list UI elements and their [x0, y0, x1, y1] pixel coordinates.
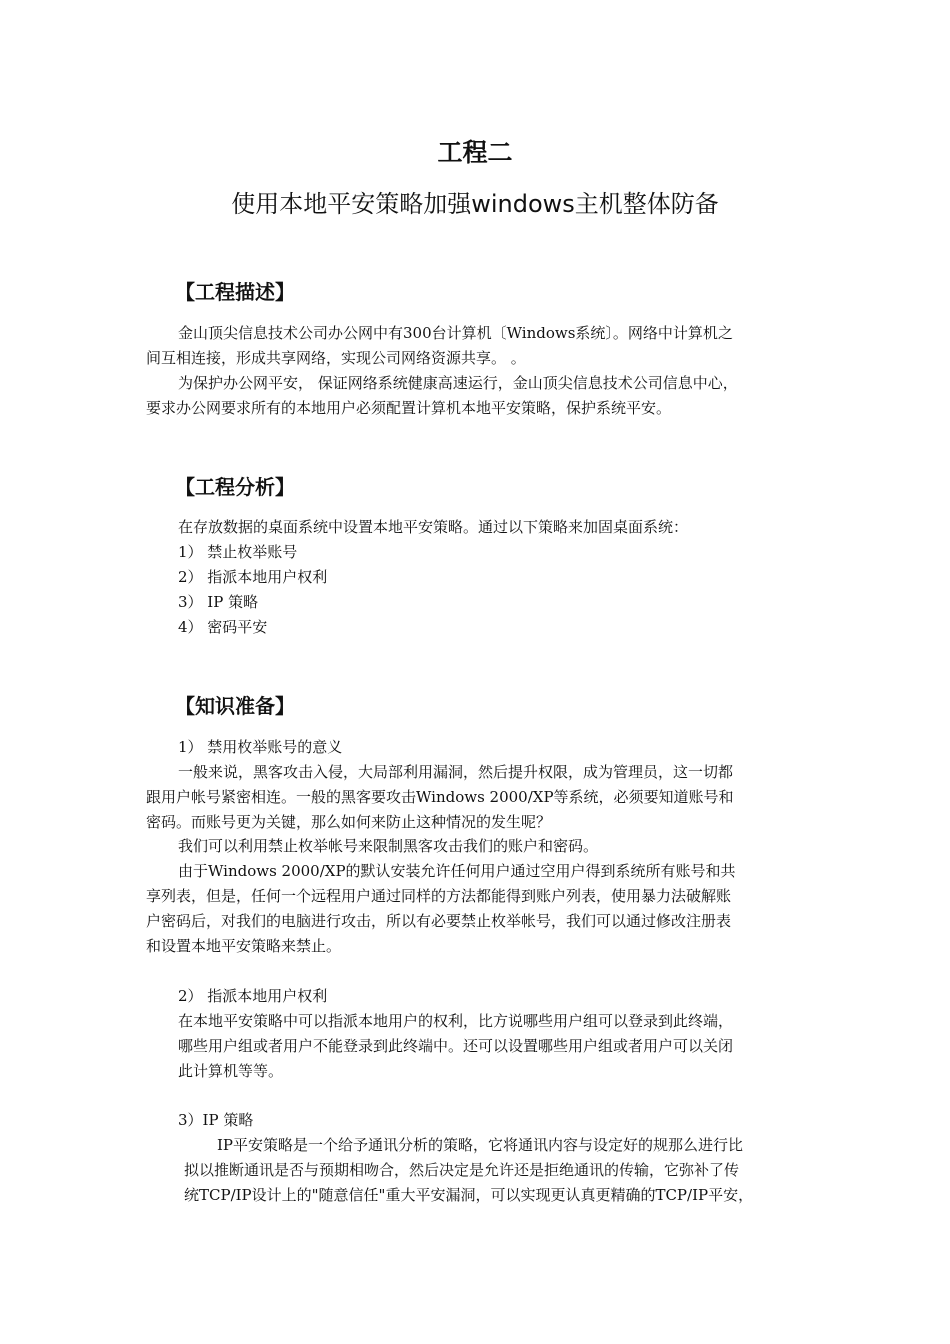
knowledge-p1-line-7: 户密码后，对我们的电脑进行攻击，所以有必要禁止枚举帐号，我们可以通过修改注册表 — [146, 912, 732, 930]
knowledge-p1-line-4: 我们可以利用禁止枚举帐号来限制黑客攻击我们的账户和密码。 — [178, 837, 599, 855]
knowledge-p2-line-2: 哪些用户组或者用户不能登录到此终端中。还可以设置哪些用户组或者用户可以关闭 — [178, 1037, 734, 1055]
knowledge-p3-line-1: IP平安策略是一个给予通讯分析的策略，它将通讯内容与设定好的规那么进行比 — [217, 1136, 744, 1154]
knowledge-p1-line-1: 一般来说，黑客攻击入侵，大局部利用漏洞，然后提升权限，成为管理员，这一切都 — [178, 763, 734, 781]
analysis-intro: 在存放数据的桌面系统中设置本地平安策略。通过以下策略来加固桌面系统： — [178, 518, 689, 536]
analysis-item-2: 2） 指派本地用户权利 — [178, 568, 328, 586]
section-heading-knowledge: 【知识准备】 — [175, 694, 295, 718]
description-line-4: 要求办公网要求所有的本地用户必须配置计算机本地平安策略，保护系统平安。 — [146, 399, 672, 417]
knowledge-p2-line-1: 在本地平安策略中可以指派本地用户的权利，比方说哪些用户组可以登录到此终端， — [178, 1012, 734, 1030]
page-title: 工程二 — [437, 138, 513, 167]
knowledge-sub-3: 3）IP 策略 — [178, 1111, 254, 1129]
knowledge-p1-line-3: 密码。而账号更为关键，那么如何来防止这种情况的发生呢？ — [146, 813, 552, 831]
knowledge-sub-2: 2） 指派本地用户权利 — [178, 987, 328, 1005]
analysis-item-3: 3） IP 策略 — [178, 593, 259, 611]
knowledge-p1-line-2: 跟用户帐号紧密相连。一般的黑客要攻击Windows 2000/XP等系统，必须要知道账号和 — [146, 788, 734, 806]
knowledge-p1-line-6: 享列表，但是，任何一个远程用户通过同样的方法都能得到账户列表，使用暴力法破解账 — [146, 887, 732, 905]
knowledge-p3-line-2: 拟以推断通讯是否与预期相吻合，然后决定是允许还是拒绝通讯的传输，它弥补了传 — [184, 1161, 740, 1179]
page-subtitle: 使用本地平安策略加强windows主机整体防备 — [231, 190, 719, 218]
knowledge-p1-line-5: 由于Windows 2000/XP的默认安装允许任何用户通过空用户得到系统所有账号和共 — [178, 862, 736, 880]
knowledge-p1-line-8: 和设置本地平安策略来禁止。 — [146, 937, 342, 955]
knowledge-p2-line-3: 此计算机等等。 — [178, 1062, 284, 1080]
analysis-item-4: 4） 密码平安 — [178, 618, 268, 636]
description-line-2: 间互相连接，形成共享网络，实现公司网络资源共享。 。 — [146, 349, 526, 367]
description-line-3: 为保护办公网平安， 保证网络系统健康高速运行，金山顶尖信息技术公司信息中心， — [178, 374, 738, 392]
section-heading-analysis: 【工程分析】 — [175, 475, 295, 499]
knowledge-p3-line-3: 统TCP/IP设计上的"随意信任"重大平安漏洞，可以实现更认真更精确的TCP/IP平安， — [184, 1186, 754, 1204]
section-heading-description: 【工程描述】 — [175, 280, 295, 304]
description-line-1: 金山顶尖信息技术公司办公网中有300台计算机〔Windows系统〕。网络中计算机之 — [178, 324, 733, 342]
analysis-item-1: 1） 禁止枚举账号 — [178, 543, 298, 561]
knowledge-sub-1: 1） 禁用枚举账号的意义 — [178, 738, 343, 756]
